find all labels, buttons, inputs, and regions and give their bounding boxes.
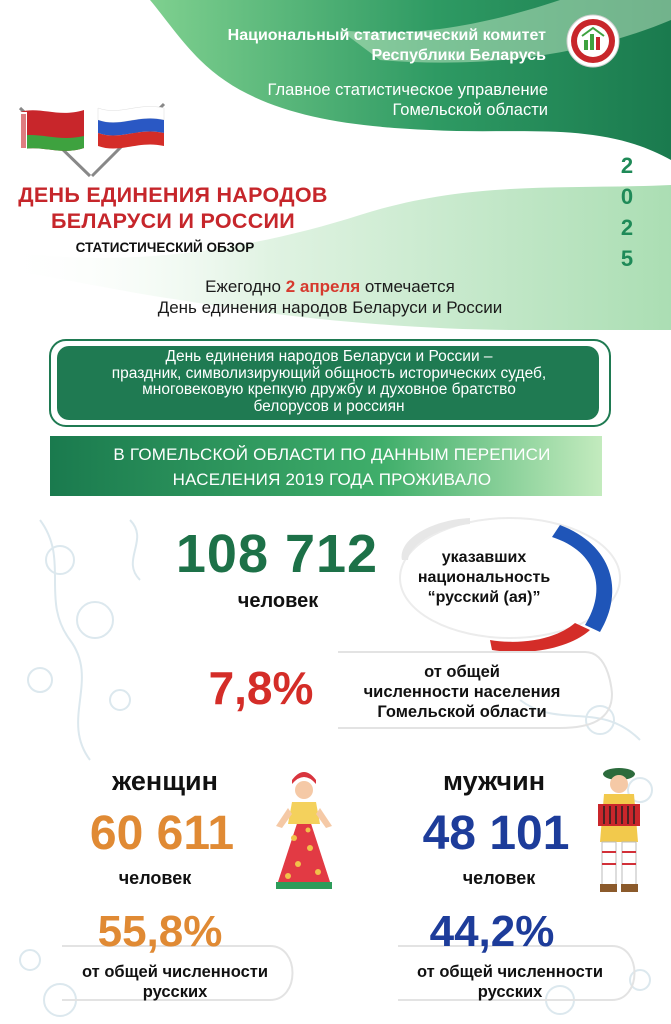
men-share-caption: [398, 962, 622, 1002]
holiday-definition: [62, 349, 596, 415]
men-label: мужчин: [442, 766, 545, 796]
women-share-caption: [58, 962, 292, 1002]
nationality-line3: “русский (ая)”: [427, 589, 541, 606]
intro-after: отмечается: [360, 277, 455, 296]
woman-folk-costume-icon: [262, 768, 346, 896]
committee-line1: Национальный статистический комитет: [227, 27, 546, 44]
definition-line2: праздник, символизирующий общность исторических судеб,: [111, 364, 547, 382]
population-share-caption: [338, 662, 586, 722]
population-share-percent: 7,8%: [208, 662, 314, 714]
intro-before: Ежегодно: [205, 277, 286, 296]
definition-line3: многовековую крепкую дружбу и духовное братство: [142, 381, 516, 398]
share-line2: численности населения: [363, 683, 561, 701]
men-share-line2: русских: [477, 983, 543, 1001]
census-line2: НАСЕЛЕНИЯ 2019 ГОДА ПРОЖИВАЛО: [172, 470, 492, 489]
year-vertical: [612, 150, 642, 274]
committee-line2: Республики Беларусь: [371, 47, 546, 64]
men-unit: человек: [462, 868, 536, 888]
department-name: [150, 80, 548, 120]
total-unit: человек: [237, 590, 319, 612]
year-digit: 2: [620, 153, 634, 178]
page-subtitle: СТАТИСТИЧЕСКИЙ ОБЗОР: [75, 240, 255, 255]
intro-text: [100, 276, 560, 318]
men-count: 48 101: [422, 807, 570, 860]
year-digit: 0: [620, 184, 634, 209]
census-band: [62, 442, 602, 492]
share-line1: от общей: [424, 663, 500, 681]
department-line1: Главное статистическое управление: [267, 81, 548, 99]
definition-line4: белорусов и россиян: [253, 397, 405, 415]
total-russians-value: 108 712: [175, 524, 379, 584]
department-line2: Гомельской области: [392, 101, 548, 119]
women-share-line1: от общей численности: [82, 963, 268, 981]
committee-name: [150, 26, 546, 66]
women-label: женщин: [112, 766, 218, 796]
women-count: 60 611: [89, 807, 235, 860]
women-percent: 55,8%: [97, 907, 223, 956]
holiday-date: 2 апреля: [285, 277, 361, 296]
men-share-line1: от общей численности: [417, 963, 603, 981]
man-folk-costume-accordion-icon: [590, 764, 648, 896]
title-line1: ДЕНЬ ЕДИНЕНИЯ НАРОДОВ: [18, 183, 328, 207]
nationality-line1: указавших: [441, 549, 527, 566]
year-digit: 5: [620, 246, 634, 271]
definition-line1: День единения народов Беларуси и России –: [165, 348, 493, 365]
page-title: [8, 182, 338, 234]
nationality-line2: национальность: [417, 569, 551, 586]
intro-line1: [100, 276, 560, 297]
nationality-caption: [410, 548, 558, 608]
intro-line2: День единения народов Беларуси и России: [157, 298, 503, 317]
belarus-statistics-emblem-icon: [566, 14, 620, 68]
share-line3: Гомельской области: [377, 703, 547, 721]
belarus-flag-icon: [20, 108, 90, 176]
women-unit: человек: [118, 868, 192, 888]
title-line2: БЕЛАРУСИ И РОССИИ: [50, 209, 296, 233]
men-percent: 44,2%: [429, 907, 555, 956]
census-line1: В ГОМЕЛЬСКОЙ ОБЛАСТИ ПО ДАННЫМ ПЕРЕПИСИ: [113, 445, 551, 464]
women-share-line2: русских: [142, 983, 208, 1001]
year-digit: 2: [620, 215, 634, 240]
